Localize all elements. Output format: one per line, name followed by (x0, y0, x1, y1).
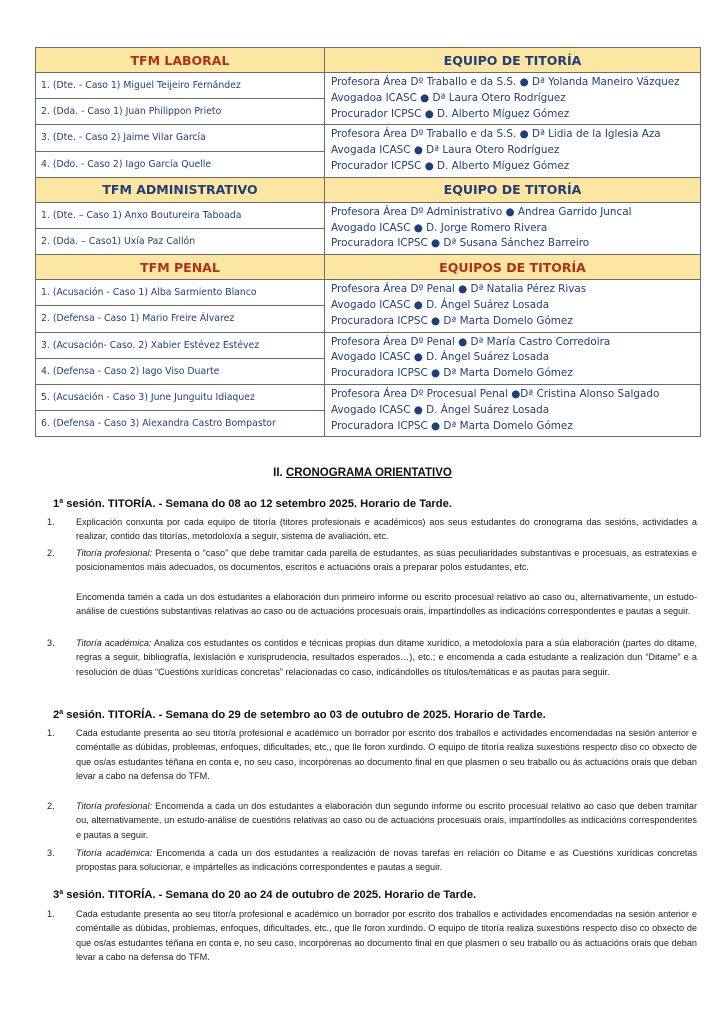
section-number: II. (273, 467, 283, 479)
team-line: Profesora Área Dº Penal ● Dª Natalia Pérez Rivas (331, 283, 587, 296)
table-row (36, 202, 701, 228)
session-ordinal: 2 (53, 709, 60, 721)
list-item-number: 1. (47, 728, 55, 738)
tutor-team-cell (325, 332, 701, 384)
list-item-number: 1. (47, 909, 55, 919)
list-item-text: Cada estudante presenta ao seu titor/a profesional e académico un borrador por escrito dos traballos e actividades encomendadas na sesión anterior e coméntalle as dúbidas, problemas, enfoques, dificultades, etc., que lle foron xurdindo. O equipo de titoría realiza suxestións respecto diso co obxecto de que os/as estudantes téñana en conta e, no seu caso, incorpórenas ao documento final en que plasmen o seu traballo ou ás actuacións orais que deban levar a cabo na defensa do TFM. (76, 909, 697, 963)
section-title-text: CRONOGRAMA ORIENTATIVO (285, 467, 452, 479)
tutor-team-cell (325, 384, 701, 436)
table-row (36, 73, 701, 99)
team-line: Profesora Área Dº Penal ● Dª María Castro Corredoira (331, 335, 611, 348)
list-item-number: 1. (47, 517, 55, 527)
list-item (47, 907, 697, 965)
list-item-text: Analiza cos estudantes os contidos e técnicas propias dun ditame xurídico, a metodoloxía para a súa elaboración (partes do ditame, regras a seguir, bibliografía, lexislación e xurisprudencia, resultados esperados…), etc.; e encomenda a cada estudante a realización dun “Ditame” e a resolución de dúas “Cuestións xurídicas concretas” relacionadas co caso, indicándolles os títulos/temáticas e as pautas para seguir. (76, 638, 697, 677)
student-cell: 4. (Defensa - Caso 2) Iago Viso Duarte (36, 358, 325, 384)
tutoring-teams-table (35, 47, 701, 437)
tutor-team-cell (325, 280, 701, 332)
section-title (0, 467, 725, 479)
laboral-team-header: EQUIPO DE TITORÍA (325, 48, 701, 73)
list-item-lead: Titoría académica: (76, 848, 153, 858)
student-cell: 5. (Acusación - Caso 3) June Junguitu Idiaquez (36, 384, 325, 410)
student-cell: 6. (Defensa - Caso 3) Alexandra Castro Bompastor (36, 411, 325, 437)
team-line: Avogada ICASC ● Dª Laura Otero Rodríguez (331, 144, 560, 157)
student-cell: 2. (Dda. – Caso1) Uxía Paz Callón (36, 228, 325, 254)
session-heading-text: sesión. TITORÍA. - Semana do 08 ao 12 setembro 2025. Horario de Tarde. (63, 498, 452, 510)
session-ordinal: 3 (53, 889, 60, 901)
list-item (47, 726, 697, 784)
team-line: Procurador ICPSC ● D. Alberto Míguez Gómez (331, 107, 570, 120)
team-line: Procuradora ICPSC ● Dª Susana Sánchez Barreiro (331, 237, 590, 250)
team-line: Avogado ICASC ● D. Ángel Suárez Losada (331, 351, 550, 364)
list-item (47, 846, 697, 875)
list-item-text: Encomenda tamén a cada un dos estudantes a elaboración dun primeiro informe ou escrito procesual relativo ao caso ou, alternativamente, un estudo-análise de cuestións substantivas relativas ao caso ou de actuacións procesuais orais, impartíndolles as indicacións correspondentes e pautas a seguir. (76, 592, 697, 617)
administrativo-header-row (36, 177, 701, 202)
list-item-continuation (47, 590, 697, 619)
penal-header-row (36, 255, 701, 280)
session-ordinal-suffix: a (59, 889, 64, 896)
team-line: Procuradora ICPSC ● Dª Marta Domelo Gómez (331, 419, 573, 432)
student-cell: 3. (Dte. - Caso 2) Jaime Vilar García (36, 125, 325, 151)
list-item-text: Explicación conxunta por cada equipo de titoría (titores profesionais e académicos) aos seus estudantes do cronograma das sesións, actividades a realizar, contido das titorías, metodoloxía a seguir, sistema de avaliación, etc. (76, 517, 697, 542)
student-cell: 4. (Ddo. - Caso 2) Iago García Quelle (36, 151, 325, 177)
list-item-text: Encomenda a cada un dos estudantes a realización de novas tarefas en relación co Ditame e as Cuestións xurídicas concretas propostas para solucionar, e impártelles as indicacións correspondentes e pautas a seguir. (76, 848, 698, 873)
session-heading (53, 498, 452, 510)
list-item (47, 799, 697, 842)
student-cell: 2. (Defensa - Caso 1) Mario Freire Álvarez (36, 306, 325, 332)
table-row (36, 125, 701, 151)
list-item-number: 2. (47, 801, 55, 811)
student-cell: 1. (Dte. – Caso 1) Anxo Boutureira Taboada (36, 202, 325, 228)
team-line: Avogado ICASC ● D. Jorge Romero Rivera (331, 221, 548, 234)
penal-header: TFM PENAL (36, 255, 325, 280)
laboral-header: TFM LABORAL (36, 48, 325, 73)
team-line: Procuradora ICPSC ● Dª Marta Domelo Gómez (331, 367, 573, 380)
team-line: Avogado ICASC ● D. Ángel Suárez Losada (331, 298, 550, 311)
tutor-team-cell (325, 202, 701, 254)
session-heading (53, 709, 546, 721)
administrativo-team-header: EQUIPO DE TITORÍA (325, 177, 701, 202)
list-item-number: 3. (47, 638, 55, 648)
list-item-lead: Titoría profesional: (76, 801, 153, 811)
list-item-number: 3. (47, 848, 55, 858)
team-line: Avogado ICASC ● D. Ángel Suárez Losada (331, 403, 550, 416)
student-cell: 2. (Dda. - Caso 1) Juan Philippon Prieto (36, 99, 325, 125)
list-item-lead: Titoría profesional: (76, 548, 153, 558)
student-cell: 1. (Dte. - Caso 1) Miguel Teijeiro Fernández (36, 73, 325, 99)
table-row (36, 332, 701, 358)
list-item (47, 515, 697, 544)
list-item (47, 546, 697, 575)
session-heading (53, 889, 476, 901)
table-row (36, 384, 701, 410)
session-heading-text: sesión. TITORÍA. - Semana do 29 de setembro ao 03 de outubro de 2025. Horario de Tarde. (63, 709, 546, 721)
team-line: Profesora Área Dº Procesual Penal ●Dª Cristina Alonso Salgado (331, 387, 660, 400)
team-line: Profesora Área Dº Administrativo ● Andrea Garrido Juncal (331, 205, 632, 218)
team-line: Profesora Área Dº Traballo e da S.S. ● Dª Lidia de la Iglesia Aza (331, 128, 661, 141)
session-ordinal-suffix: a (59, 709, 64, 716)
list-item (47, 636, 697, 679)
tutor-team-cell (325, 73, 701, 125)
list-item-lead: Titoría académica: (76, 638, 152, 648)
student-cell: 3. (Acusación- Caso. 2) Xabier Estévez Estévez (36, 332, 325, 358)
list-item-number: 2. (47, 548, 55, 558)
list-item-text: Encomenda a cada un dos estudantes a elaboración dun segundo informe ou escrito procesual relativo ao caso que deben tramitar ou, alternativamente, un estudo-análise de cuestións relativas ao caso ou de actuacións procesuais orais, impartíndolles as indicacións correspondentes e pautas a seguir. (76, 801, 697, 840)
session-ordinal-suffix: a (59, 498, 64, 505)
session-heading-text: sesión. TITORÍA. - Semana do 20 ao 24 de outubro de 2025. Horario de Tarde. (63, 889, 477, 901)
session-ordinal: 1 (53, 498, 60, 510)
table-row (36, 280, 701, 306)
list-item-text: Cada estudante presenta ao seu titor/a profesional e académico un borrador por escrito dos traballos e actividades encomendadas na sesión anterior e coméntalle as dúbidas, problemas, enfoques, dificultades, etc., que lle foron xurdindo. O equipo de titoría realiza suxestións respecto diso co obxecto de que os/as estudantes téñana en conta e, no seu caso, incorpórenas ao documento final en que plasmen o seu traballo ou ás actuacións orais que deban levar a cabo na defensa do TFM. (76, 728, 697, 782)
administrativo-header: TFM ADMINISTRATIVO (36, 177, 325, 202)
tutor-team-cell (325, 125, 701, 177)
team-line: Procuradora ICPSC ● Dª Marta Domelo Gómez (331, 314, 573, 327)
laboral-header-row (36, 48, 701, 73)
list-item-text: Presenta o “caso” que debe tramitar cada parella de estudantes, as súas peculiaridades substantivas e procesuais, as estratexias e posicionamentos máis adecuados, os documentos, escritos e actuacións orais a preparar polos estudantes, etc. (76, 548, 697, 573)
student-cell: 1. (Acusación - Caso 1) Alba Sarmiento Blanco (36, 280, 325, 306)
team-line: Profesora Área Dº Traballo e da S.S. ● Dª Yolanda Maneiro Vázquez (331, 76, 680, 88)
team-line: Avogadoa ICASC ● Dª Laura Otero Rodríguez (331, 91, 566, 104)
team-line: Procurador ICPSC ● D. Alberto Míguez Gómez (331, 159, 570, 172)
penal-team-header: EQUIPOS DE TITORÍA (325, 255, 701, 280)
